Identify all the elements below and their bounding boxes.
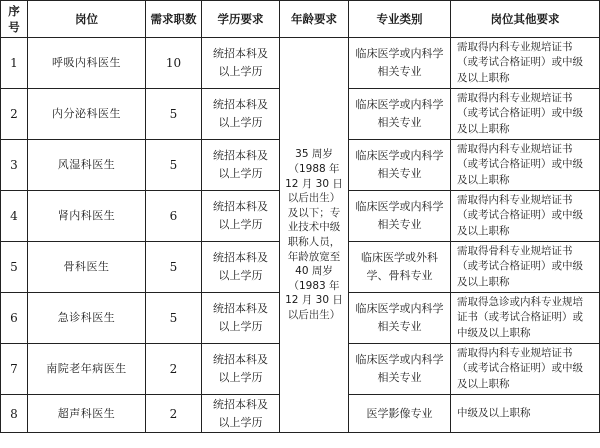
cell-education: 统招本科及以上学历 xyxy=(202,242,280,293)
cell-position: 内分泌科医生 xyxy=(28,89,146,140)
cell-other: 需取得骨科专业规培证书（或考试合格证明）或中级及以上职称 xyxy=(451,242,600,293)
table-row xyxy=(1,38,600,89)
header-major: 专业类别 xyxy=(349,1,451,38)
cell-seq: 6 xyxy=(1,293,28,344)
cell-count: 5 xyxy=(146,140,202,191)
cell-major: 临床医学或外科学、骨科专业 xyxy=(349,242,451,293)
cell-other: 中级及以上职称 xyxy=(451,395,600,433)
cell-seq: 4 xyxy=(1,191,28,242)
cell-education: 统招本科及以上学历 xyxy=(202,140,280,191)
cell-age-requirement: 35 周岁（1988 年 12 月 30 日以后出生）及以下；专业技术中级职称人员，年龄放宽至 40 周岁（1983 年 12 月 30 日以后出生） xyxy=(280,38,349,433)
cell-education: 统招本科及以上学历 xyxy=(202,293,280,344)
header-count: 需求职数 xyxy=(146,1,202,38)
cell-major: 临床医学或内科学相关专业 xyxy=(349,293,451,344)
cell-other: 需取得内科专业规培证书（或考试合格证明）或中级及以上职称 xyxy=(451,140,600,191)
cell-seq: 5 xyxy=(1,242,28,293)
cell-other: 需取得内科专业规培证书（或考试合格证明）或中级及以上职称 xyxy=(451,38,600,89)
cell-position: 骨科医生 xyxy=(28,242,146,293)
cell-major: 临床医学或内科学相关专业 xyxy=(349,89,451,140)
cell-count: 5 xyxy=(146,242,202,293)
header-age: 年龄要求 xyxy=(280,1,349,38)
cell-count: 5 xyxy=(146,293,202,344)
cell-seq: 7 xyxy=(1,344,28,395)
cell-position: 呼吸内科医生 xyxy=(28,38,146,89)
cell-education: 统招本科及以上学历 xyxy=(202,38,280,89)
cell-seq: 1 xyxy=(1,38,28,89)
cell-other: 需取得急诊或内科专业规培证书（或考试合格证明）或中级及以上职称 xyxy=(451,293,600,344)
cell-major: 医学影像专业 xyxy=(349,395,451,433)
cell-count: 10 xyxy=(146,38,202,89)
cell-count: 2 xyxy=(146,395,202,433)
cell-position: 急诊科医生 xyxy=(28,293,146,344)
cell-major: 临床医学或内科学相关专业 xyxy=(349,38,451,89)
header-seq: 序号 xyxy=(1,1,28,38)
cell-education: 统招本科及以上学历 xyxy=(202,89,280,140)
cell-major: 临床医学或内科学相关专业 xyxy=(349,191,451,242)
cell-other: 需取得内科专业规培证书（或考试合格证明）或中级及以上职称 xyxy=(451,89,600,140)
header-row xyxy=(1,1,600,38)
cell-other: 需取得内科专业规培证书（或考试合格证明）或中级及以上职称 xyxy=(451,191,600,242)
cell-count: 5 xyxy=(146,89,202,140)
cell-education: 统招本科及以上学历 xyxy=(202,344,280,395)
cell-seq: 8 xyxy=(1,395,28,433)
cell-position: 超声科医生 xyxy=(28,395,146,433)
header-position: 岗位 xyxy=(28,1,146,38)
cell-seq: 2 xyxy=(1,89,28,140)
cell-position: 风湿科医生 xyxy=(28,140,146,191)
cell-position: 南院老年病医生 xyxy=(28,344,146,395)
header-education: 学历要求 xyxy=(202,1,280,38)
cell-count: 2 xyxy=(146,344,202,395)
cell-education: 统招本科及以上学历 xyxy=(202,395,280,433)
header-other: 岗位其他要求 xyxy=(451,1,600,38)
cell-major: 临床医学或内科学相关专业 xyxy=(349,344,451,395)
cell-education: 统招本科及以上学历 xyxy=(202,191,280,242)
cell-major: 临床医学或内科学相关专业 xyxy=(349,140,451,191)
cell-position: 肾内科医生 xyxy=(28,191,146,242)
cell-other: 需取得内科专业规培证书（或考试合格证明）或中级及以上职称 xyxy=(451,344,600,395)
cell-seq: 3 xyxy=(1,140,28,191)
cell-count: 6 xyxy=(146,191,202,242)
